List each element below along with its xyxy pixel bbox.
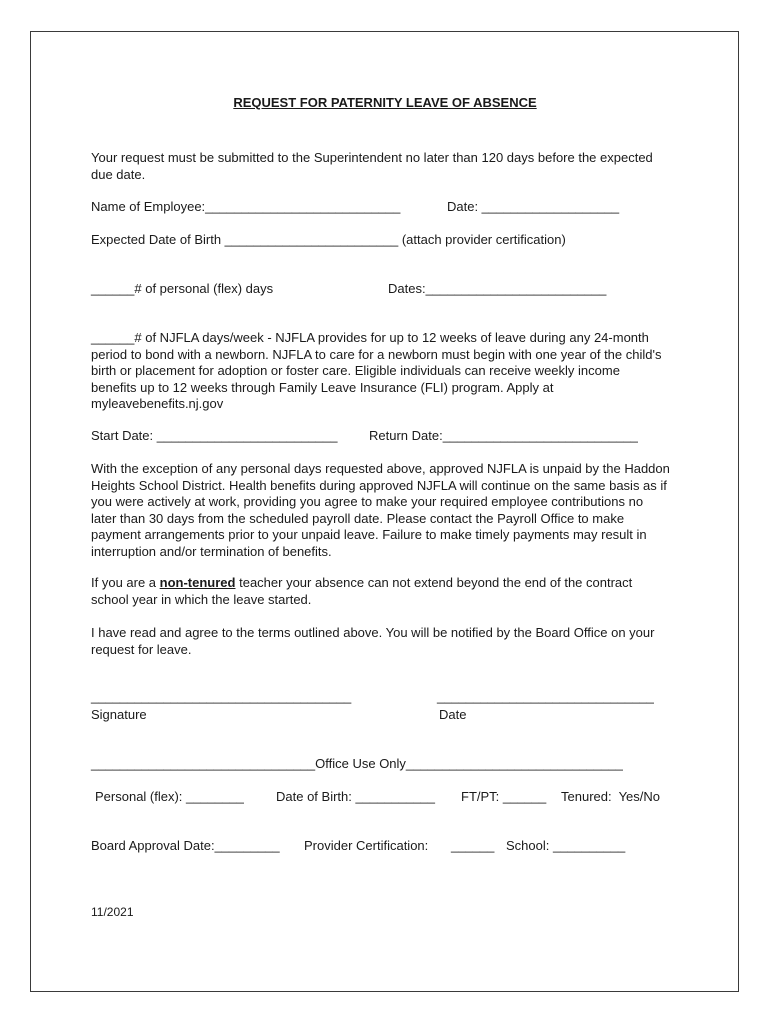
signature-line[interactable]: ____________________________________ <box>91 689 352 704</box>
provider-certification-label: Provider Certification: <box>304 838 429 853</box>
office-tenured-field[interactable]: Tenured: Yes/No <box>561 789 661 804</box>
nontenured-suffix: teacher your absence can not extend beyond the end of the contract school year in which the leave started. <box>91 575 633 607</box>
njfla-text: ______# of NJFLA days/week - NJFLA provides for up to 12 weeks of leave during any 24-month period to bond with a newborn. NJFLA to care for a newborn must begin with one year of the child's birth or placement for adoption or foster care. Eligible individuals can receive weekly income benefits up to 12 weeks through Family Leave Insurance (FLI) program. Apply at myleavebenefits.nj.gov <box>91 330 662 411</box>
school-field[interactable]: School: __________ <box>506 838 626 853</box>
start-date-field[interactable]: Start Date: _________________________ <box>91 428 338 443</box>
nontenured-text <box>91 575 671 608</box>
employee-name-field[interactable]: Name of Employee:___________________________ <box>91 199 401 214</box>
office-use-header: _______________________________Office Use Only______________________________ <box>91 756 623 771</box>
office-dob-field[interactable]: Date of Birth: ___________ <box>276 789 436 804</box>
signature-date-line[interactable]: ______________________________ <box>437 689 654 704</box>
office-personal-field[interactable]: Personal (flex): ________ <box>95 789 244 804</box>
unpaid-leave-text: With the exception of any personal days requested above, approved NJFLA is unpaid by the Haddon Heights School District. Health benefits during approved NJFLA will continue on the same basis as if you were actively at work, providing you agree to make your required employee contributions no later than 30 days from the scheduled payroll date. Please contact the Payroll Office to make payment arrangements prior to your unpaid leave. Failure to make timely payments may result in interruption and/or termination of benefits. <box>91 461 670 559</box>
provider-certification-field[interactable]: ______ <box>451 838 495 853</box>
request-date-field[interactable]: Date: ___________________ <box>447 199 620 214</box>
agreement-text: I have read and agree to the terms outlined above. You will be notified by the Board Office on your request for leave. <box>91 625 655 657</box>
board-approval-field[interactable]: Board Approval Date:_________ <box>91 838 280 853</box>
form-title: REQUEST FOR PATERNITY LEAVE OF ABSENCE <box>233 95 537 110</box>
personal-days-field[interactable]: ______# of personal (flex) days <box>91 281 274 296</box>
nontenured-emphasis: non-tenured <box>159 575 236 590</box>
signature-label: Signature <box>91 707 147 722</box>
expected-birth-date-field[interactable]: Expected Date of Birth ________________________ (attach provider certification) <box>91 232 566 247</box>
office-ftpt-field[interactable]: FT/PT: ______ <box>461 789 547 804</box>
revision-date: 11/2021 <box>91 905 134 919</box>
intro-text: Your request must be submitted to the Superintendent no later than 120 days before the expected due date. <box>91 150 653 182</box>
nontenured-prefix: If you are a <box>91 575 160 590</box>
personal-dates-field[interactable]: Dates:_________________________ <box>388 281 607 296</box>
signature-date-label: Date <box>439 707 467 722</box>
return-date-field[interactable]: Return Date:___________________________ <box>369 428 638 443</box>
